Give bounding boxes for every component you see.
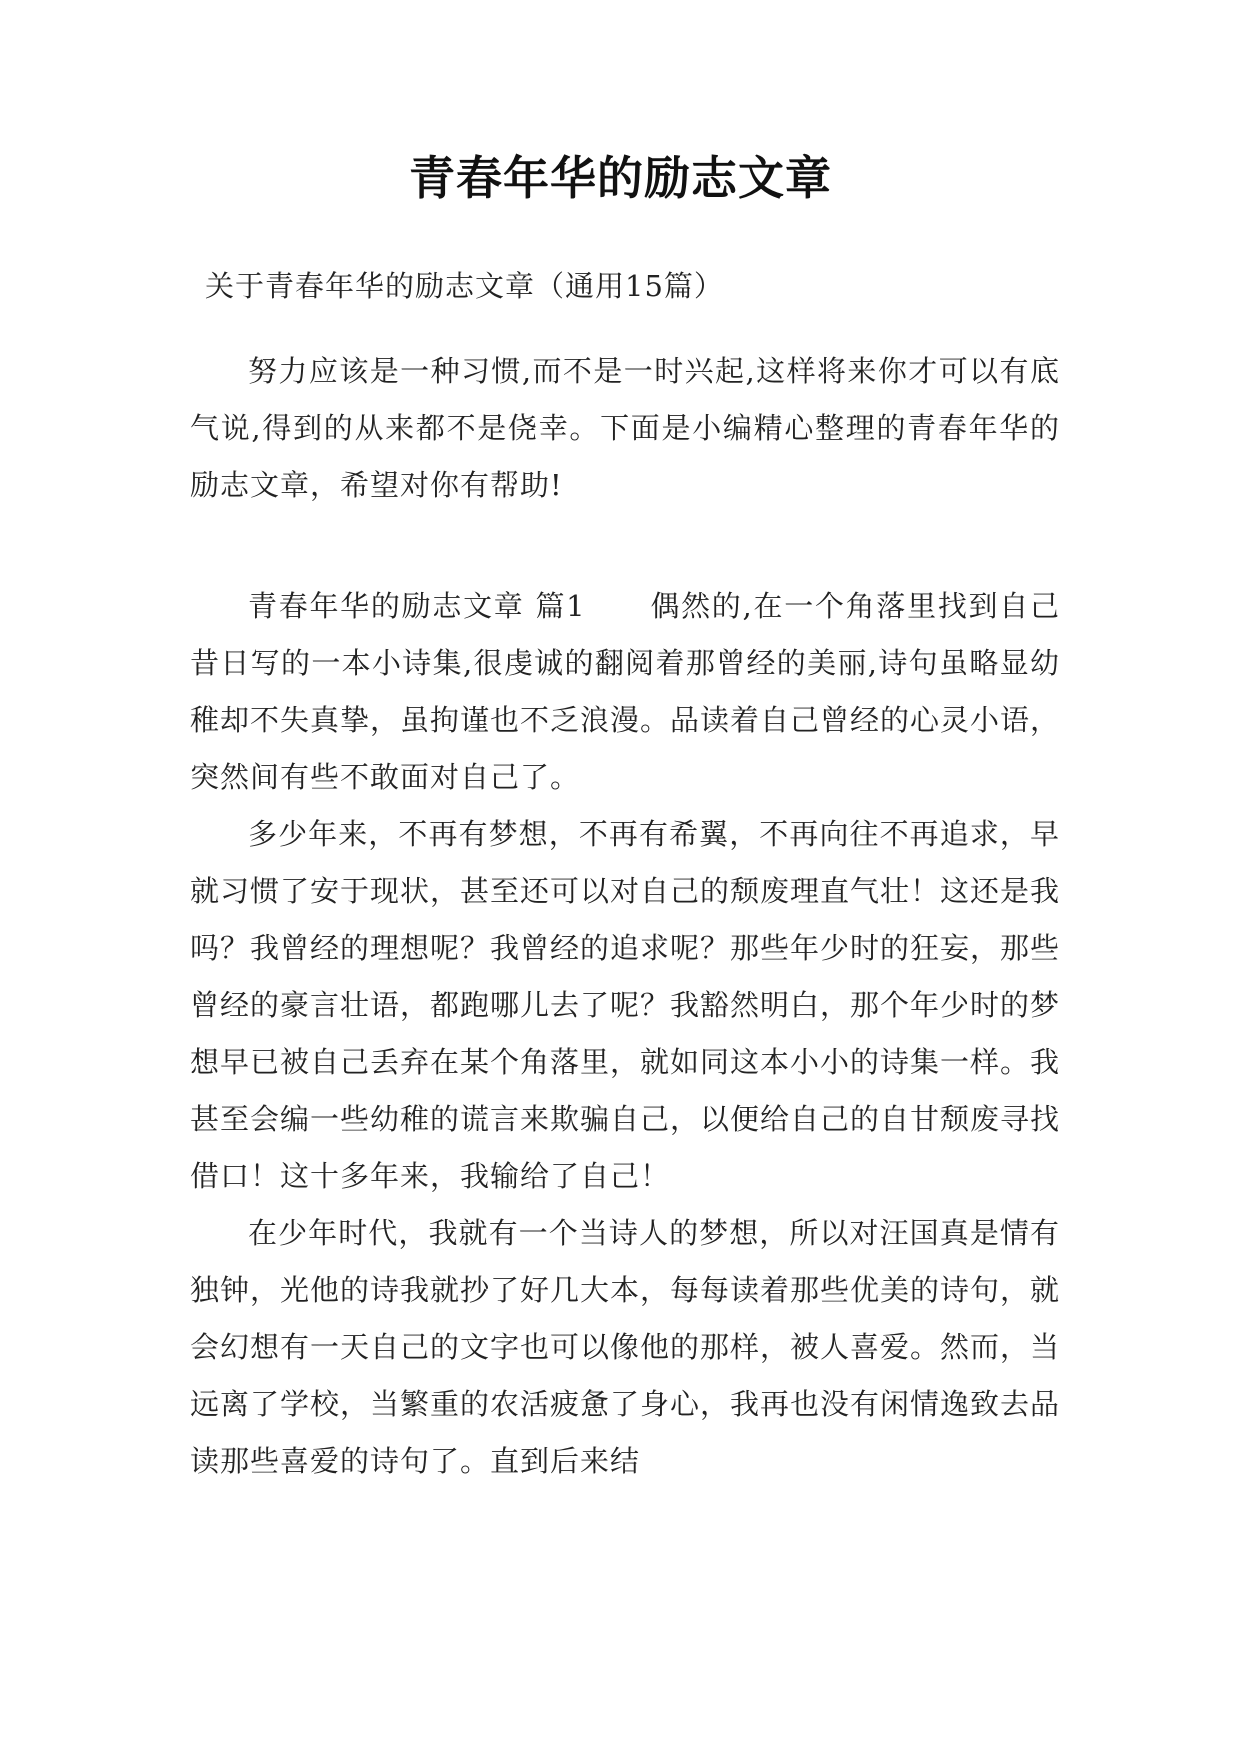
section-1 — [190, 578, 1060, 1490]
intro-paragraph: 努力应该是一种习惯,而不是一时兴起,这样将来你才可以有底气说,得到的从来都不是侥幸。下面是小编精心整理的青春年华的励志文章，希望对你有帮助! — [190, 354, 1060, 502]
document-subtitle: 关于青春年华的励志文章（通用15篇） — [205, 269, 724, 303]
intro-block — [190, 343, 1060, 514]
document-title: 青春年华的励志文章 — [409, 151, 832, 205]
body-paragraph: 多少年来，不再有梦想，不再有希翼，不再向往不再追求，早就习惯了安于现状，甚至还可以对自己的颓废理直气壮！这还是我吗？我曾经的理想呢？我曾经的追求呢？那些年少时的狂妄，那些曾经的豪言壮语，都跑哪儿去了呢？我豁然明白，那个年少时的梦想早已被自己丢弃在某个角落里，就如同这本小小的诗集一样。我甚至会编一些幼稚的谎言来欺骗自己，以便给自己的自甘颓废寻找借口！这十多年来，我输给了自己！ — [190, 817, 1061, 1193]
section-1-first-text: 偶然的,在一个角落里找到自己昔日写的一本小诗集,很虔诚的翻阅着那曾经的美丽,诗句虽略显幼稚却不失真挚，虽拘谨也不乏浪漫。品读着自己曾经的心灵小语，突然间有些不敢面对自己了。 — [190, 589, 1061, 794]
section-1-heading: 青春年华的励志文章 篇1 — [248, 589, 586, 623]
body-paragraph: 在少年时代，我就有一个当诗人的梦想，所以对汪国真是情有独钟，光他的诗我就抄了好几大本，每每读着那些优美的诗句，就会幻想有一天自己的文字也可以像他的那样，被人喜爱。然而，当远离了学校，当繁重的农活疲惫了身心，我再也没有闲情逸致去品读那些喜爱的诗句了。直到后来结 — [190, 1216, 1061, 1478]
section-1-first-paragraph — [190, 578, 1060, 806]
